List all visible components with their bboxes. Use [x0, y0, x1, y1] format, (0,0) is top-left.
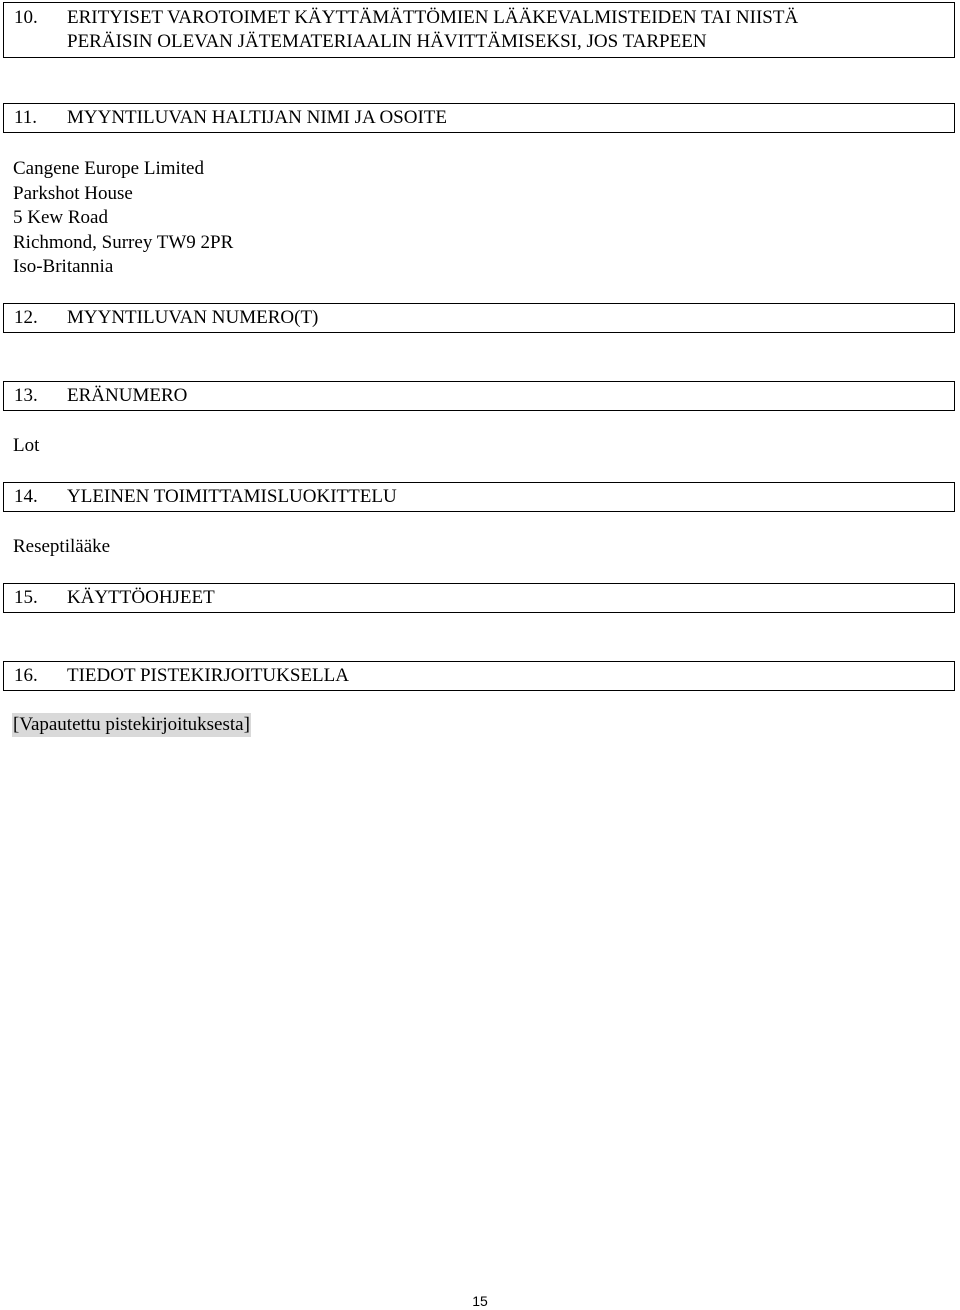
section-11-header [3, 103, 955, 133]
section-10-header [3, 2, 955, 58]
section-14-title: YLEINEN TOIMITTAMISLUOKITTELU [67, 486, 397, 507]
holder-address-line-3: Richmond, Surrey TW9 2PR [13, 231, 234, 253]
holder-name: Cangene Europe Limited [13, 158, 204, 179]
section-15-title: KÄYTTÖOHJEET [67, 587, 215, 608]
section-16-number: 16. [14, 665, 38, 686]
classification-value: Reseptilääke [13, 536, 111, 557]
section-15-number: 15. [14, 587, 38, 608]
section-13-header [3, 381, 955, 411]
holder-country: Iso-Britannia [13, 256, 114, 277]
section-14-number: 14. [14, 486, 38, 507]
section-12-header [3, 303, 955, 333]
section-10-number: 10. [14, 7, 38, 28]
holder-address-line-1: Parkshot House [13, 182, 133, 204]
section-15-header [3, 583, 955, 613]
section-10-title-line-2: PERÄISIN OLEVAN JÄTEMATERIAALIN HÄVITTÄMISEKSI, JOS TARPEEN [67, 31, 707, 52]
section-16-header [3, 661, 955, 691]
braille-exemption-text: [Vapautettu pistekirjoituksesta] [13, 714, 250, 735]
holder-address-line-2: 5 Kew Road [13, 207, 108, 228]
section-12-number: 12. [14, 307, 38, 328]
section-14-header [3, 482, 955, 512]
section-13-number: 13. [14, 385, 38, 406]
section-11-title: MYYNTILUVAN HALTIJAN NIMI JA OSOITE [67, 107, 447, 128]
section-12-title: MYYNTILUVAN NUMERO(T) [67, 307, 319, 328]
section-11-number: 11. [14, 107, 38, 128]
page-number: 15 [472, 1293, 488, 1309]
section-16-title: TIEDOT PISTEKIRJOITUKSELLA [67, 665, 349, 686]
section-10-title-line-1: ERITYISET VAROTOIMET KÄYTTÄMÄTTÖMIEN LÄÄKEVALMISTEIDEN TAI NIISTÄ [67, 7, 799, 28]
lot-label: Lot [13, 435, 40, 456]
section-13-title: ERÄNUMERO [67, 385, 188, 406]
